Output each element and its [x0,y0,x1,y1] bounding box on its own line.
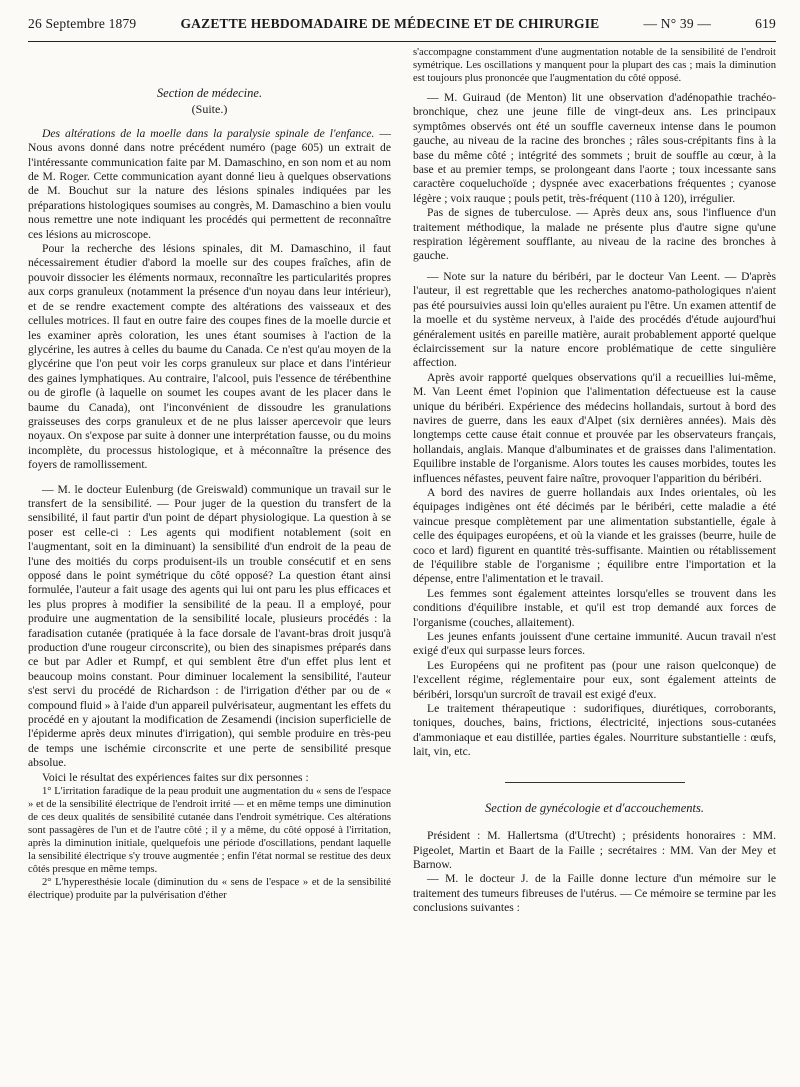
paragraph-europeens: Les Européens qui ne profitent pas (pour une raison quelconque) de l'excellent régime, réglementaire pour eux, sont également atteints de béribéri, lorsqu'un surcroît de travail est exigé d'eux. [413,658,776,701]
header-page-number: 619 [755,16,776,31]
paragraph-navires: A bord des navires de guerre hollandais aux Indes orientales, où les équipages indigènes ont été décimés par le béribéri, cette maladie a été vaincue presque complètement par une alimentation substantielle, égale à celle des équipages européens, et où la viande et les graisses (beurre, huile de coco et lard) figurent en quantité très-suffisante. Maintien ou rétablissement de l'équilibre stable de l'organisme ; équilibre entre l'importation et la dépense, entre l'alimentation et le travail. [413,485,776,586]
section-subtitle: (Suite.) [191,102,228,117]
paragraph-tuberculose: Pas de signes de tuberculose. — Après deux ans, sous l'influence d'un traitement méthodique, la malade ne présente plus d'autre signe qu'une respiration légèrement soufflante, au niveau de la racine des bronches à gauche. [413,206,776,263]
paragraph-traitement: Le traitement thérapeutique : sudorifiques, diurétiques, corroborants, toniques, douches, bains, frictions, électricité, injections sous-cutanées d'ammoniaque et eau distillée, parties égales. Nourriture substantielle : œufs, lait, vin, etc. [413,702,776,759]
section-divider [505,782,685,783]
results-list [28,785,391,902]
paragraph-van-leent: Après avoir rapporté quelques observations qu'il a recueillies lui-même, M. Van Leent émet l'opinion que l'alimentation défectueuse est la cause unique du béribéri. Expérience des médecins hollandais, surtout à bord des navires de guerre, dans les eaux d'Alpet (six dernières années). Mais dès longtemps cette cause était connue et prouvée par les observateurs français, hollandais, anglais. Manque d'albuminates et de graisses dans l'alimentation. Equilibre instable de l'organisme. Alors toutes les causes morbides, toutes les influences néfastes, peuvent faire naître, provoquer l'apparition du béribéri. [413,370,776,485]
result-item-2-continued: s'accompagne constamment d'une augmentation notable de la sensibilité de l'endroit symétrique. Les oscillations y manquent pour la plupart des cas ; mais la diminution est toujours plus prononcée que l'augmentation du côté opposé. [413,47,776,84]
text-columns [28,46,776,916]
paragraph-results-intro: Voici le résultat des expériences faites sur dix personnes : [42,770,309,784]
left-column [28,46,391,916]
section-title-medecine: Section de médecine. [156,86,263,100]
section-title-gynecologie: Section de gynécologie et d'accouchements. [485,800,704,815]
paragraph-eulenburg: — M. le docteur Eulenburg (de Greiswald) communique un travail sur le transfert de la sensibilité. — Pour juger de la question du transfert de la sensibilité, il faut partir d'un point de départ physiologique. La question à se poser est celle-ci : Les agents qui modifient notablement (soit en l'augmentant, soit en la diminuant) la sensibilité d'un endroit de la peau de l'une des moitiés du corps produisent-ils un trouble consécutif et en sens opposé dans le point symétrique du côté opposé? La question étant ainsi formulée, l'auteur a fait usage des agents qui lui ont paru les plus efficaces et les plus propres à modifier la sensibilité de la peau. Il a employé, pour produire une augmentation de la sensibilité locale, plusieurs procédés : la faradisation cutanée (pratiquée à la face dorsale de l'avant-bras droit jusqu'à production d'une rougeur circonscrite), ou bien des sinapismes préparés dans ce but par Adler et Rumpf, et qui semblent être d'un effet plus lent et beaucoup moins constant. Pour diminuer localement la sensibilité, l'auteur s'est servi du procédé de Richardson : de l'irrigation d'éther par ou de « compound fluid » à l'aide d'un appareil pulvérisateur, augmentant les effets du procédé en y ajoutant la modification de Zesamendi (incision superficielle de l'épiderme après deux minutes d'irrigation), qui semble produire en très-peu de temps une ischémie circonscrite et une perte de sensibilité presque absolue. [28,482,391,770]
header-journal-title: GAZETTE HEBDOMADAIRE DE MÉDECINE ET DE CHIRURGIE [180,16,600,31]
result-item-1: 1° L'irritation faradique de la peau produit une augmentation du « sens de l'espace » et de la sensibilité électrique de l'endroit irrité — et en même temps une diminution de ces deux qualités de sensibilité cutanée dans l'endroit symétrique. Ces altérations sont passagères de l'un et de l'autre côté ; il y a même, du côté opposé à l'irritation, après la diminution initiale, quelquefois une période d'oscillations, pendant laquelle la sensibilité électrique s'y trouve augmentée ; enfin l'état normal se restitue des deux côtés presque en même temps. [28,786,391,876]
paragraph-guiraud: — M. Guiraud (de Menton) lit une observation d'adénopathie trachéo-bronchique, chez une jeune fille de vingt-deux ans. Les principaux symptômes observés ont été un souffle caverneux intense dans le poumon gauche, au niveau de la racine des bronches ; râles sous-crépitants fins à la base du même côté ; intégrité des sommets ; bruit de souffle au cœur, à la base et au premier temps, se prolongeant dans l'aorte ; toux incessante sans caractère coqueluchoïde ; dyspnée avec exacerbations fréquentes ; cyanose légère ; voix rauque ; pouls petit, très-fréquent (110 à 120), irrégulier. [413,91,776,205]
paragraph-lesions: Pour la recherche des lésions spinales, dit M. Damaschino, il faut nécessairement étudier d'abord la moelle sur des coupes fraîches, afin de pouvoir dissocier les éléments normaux, reconnaître les particularités propres aux corps granuleux (notamment la présence d'un noyau dans leur intérieur), et de se rendre exactement compte des altérations des vaisseaux et des cellules motrices. Il faut en outre faire des coupes fines de la moelle durcie et les examiner après coloration, les unes étant soumises à l'action de la glycérine, les autres à celles du baume du Canada. Ce n'est qu'au moyen de la glycérine que l'on peut voir les corps granuleux sur place et dans l'intérieur des gaines lymphatiques. Au contraire, l'alcool, puis l'essence de térébenthine ou de girofle (à laquelle on soumet les coupes avant de les placer dans le baume du Canada), ont l'inconvénient de dissoudre les granulations graisseuses des corps granuleux et de ne plus laisser apercevoir que leurs noyaux. On s'expose par suite à donner une interprétation fausse, ou du moins incomplète, du processus histologique, et à méconnaître la présence des foyers de ramollissement. [28,242,391,472]
article-lead-title: Des altérations de la moelle dans la paralysie spinale de l'enfance. [42,126,375,140]
header-date: 26 Septembre 1879 [28,16,137,31]
paragraph-officers: Président : M. Hallertsma (d'Utrecht) ; présidents honoraires : MM. Pigeolet, Martin et Baart de la Faille ; secrétaires : MM. Van der Mey et Barnow. [413,829,776,871]
paragraph-de-la-faille: — M. le docteur J. de la Faille donne lecture d'un mémoire sur le traitement des tumeurs fibreuses de l'utérus. — Ce mémoire se termine par les conclusions suivantes : [413,872,776,915]
paragraph-damaschino-intro: Des altérations de la moelle dans la paralysie spinale de l'enfance. — Nous avons donné dans notre précédent numéro (page 605) un extrait de l'intéressante communication faite par M. Damaschino, en son nom et au nom de M. Roger. Cette communication ayant donné lieu à quelques observations de M. Bouchut sur la nature des lésions spinales indiquées par les préparations histologiques soumises au congrès, M. Damaschino a bien voulu nous remettre une note indiquant les procédés qui permettent de reconnaître ces lésions au microscope. [28,126,391,241]
result-item-2: 2° L'hyperesthésie locale (diminution du « sens de l'espace » et de la sensibilité électrique) produite par la pulvérisation d'éther [28,877,391,902]
header-issue-number: — N° 39 — [643,16,712,31]
paragraph-femmes: Les femmes sont également atteintes lorsqu'elles se trouvent dans les conditions d'équilibre instable, et qu'il est trop demandé aux forces de l'organisme (couches, allaitement). [413,586,776,629]
page-header [28,0,776,42]
paragraph-beriberi-note: — Note sur la nature du béribéri, par le docteur Van Leent. — D'après l'auteur, il est regrettable que les recherches anatomo-pathologiques n'aient pas été poursuivies aussi loin qu'elles auraient pu l'être. Un examen attentif de la moelle et du système nerveux, à l'aide des procédés d'étude aujourd'hui généralement usités en pareille matière, aurait probablement apporté quelque éclaircissement sur la nature encore problématique de cette singulière affection. [413,269,776,370]
right-column [413,46,776,916]
paragraph-enfants: Les jeunes enfants jouissent d'une certaine immunité. Aucun travail n'est exigé d'eux qui surpasse leurs forces. [413,630,776,658]
